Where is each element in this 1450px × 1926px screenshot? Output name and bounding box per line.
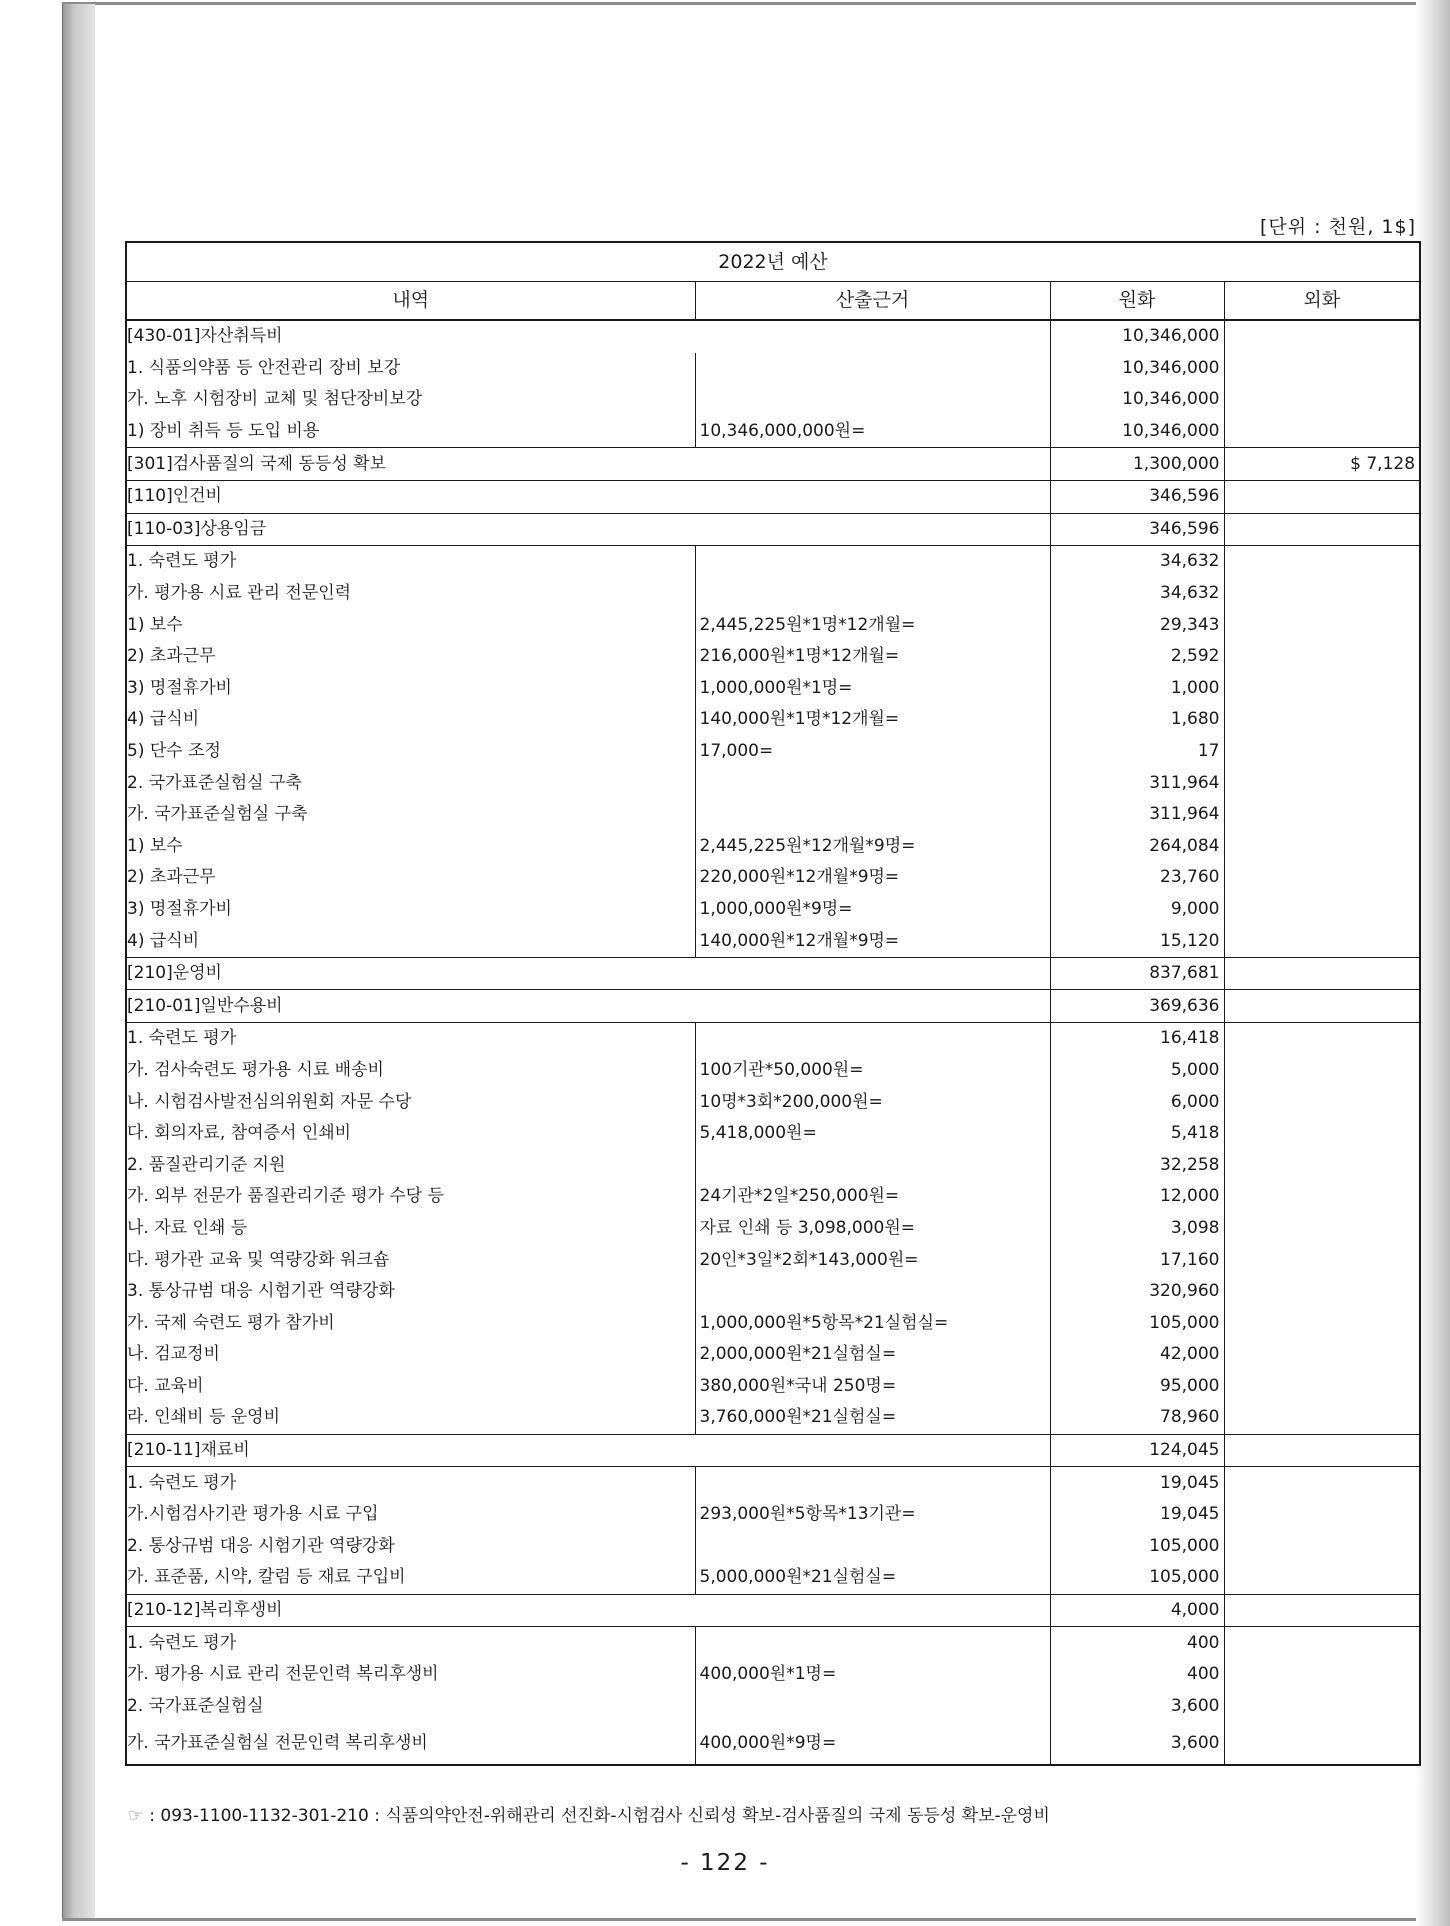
column-header-item: 내역 [126,282,695,321]
row-item: 1. 식품의약품 등 안전관리 장비 보강 [126,353,695,385]
row-fx-amount [1224,1055,1420,1087]
row-fx-amount: $ 7,128 [1224,448,1420,481]
row-item: 4) 급식비 [126,925,695,957]
row-fx-amount [1224,1627,1420,1659]
row-fx-amount [1224,416,1420,448]
row-krw-amount: 346,596 [1050,513,1224,546]
row-fx-amount [1224,1467,1420,1499]
row-item: 가. 국가표준실험실 구축 [126,799,695,831]
row-item: [210-12]복리후생비 [126,1594,1050,1627]
table-row [126,1181,1420,1213]
row-krw-amount: 10,346,000 [1050,353,1224,385]
row-item: 1. 숙련도 평가 [126,1627,695,1659]
row-krw-amount: 78,960 [1050,1402,1224,1434]
table-row [126,957,1420,990]
row-item: 2. 국가표준실험실 [126,1691,695,1723]
row-krw-amount: 320,960 [1050,1276,1224,1308]
row-basis: 140,000원*12개월*9명= [695,925,1050,957]
row-krw-amount: 1,300,000 [1050,448,1224,481]
row-krw-amount: 264,084 [1050,831,1224,863]
row-basis: 216,000원*1명*12개월= [695,641,1050,673]
row-fx-amount [1224,1213,1420,1245]
row-item: 가. 국가표준실험실 전문인력 복리후생비 [126,1722,695,1765]
row-basis: 1,000,000원*1명= [695,673,1050,705]
table-row [126,609,1420,641]
row-fx-amount [1224,1722,1420,1765]
row-basis [695,1691,1050,1723]
row-item: 가. 외부 전문가 품질관리기준 평가 수당 등 [126,1181,695,1213]
table-row [126,1118,1420,1150]
row-fx-amount [1224,831,1420,863]
row-basis [695,767,1050,799]
row-krw-amount: 17 [1050,736,1224,768]
row-basis: 140,000원*1명*12개월= [695,704,1050,736]
row-krw-amount: 16,418 [1050,1023,1224,1055]
table-row [126,1531,1420,1563]
row-item: 가. 국제 숙련도 평가 참가비 [126,1307,695,1339]
row-fx-amount [1224,546,1420,578]
row-basis: 220,000원*12개월*9명= [695,862,1050,894]
row-basis: 400,000원*1명= [695,1659,1050,1691]
table-row [126,1627,1420,1659]
table-row [126,673,1420,705]
row-krw-amount: 34,632 [1050,578,1224,610]
table-title: 2022년 예산 [126,242,1420,282]
row-item: 라. 인쇄비 등 운영비 [126,1402,695,1434]
row-basis: 10,346,000,000원= [695,416,1050,448]
footer-note-text: : 093-1100-1132-301-210 : 식품의약안전-위해관리 선진화-시험검사 신뢰성 확보-검사품질의 국제 동등성 확보-운영비 [149,1806,1050,1826]
row-fx-amount [1224,609,1420,641]
row-basis: 20인*3일*2회*143,000원= [695,1244,1050,1276]
column-header-krw: 원화 [1050,282,1224,321]
row-fx-amount [1224,353,1420,385]
row-krw-amount: 10,346,000 [1050,320,1224,353]
row-fx-amount [1224,894,1420,926]
row-krw-amount: 2,592 [1050,641,1224,673]
table-row [126,1244,1420,1276]
row-krw-amount: 105,000 [1050,1307,1224,1339]
row-krw-amount: 105,000 [1050,1531,1224,1563]
row-fx-amount [1224,1307,1420,1339]
table-row [126,799,1420,831]
row-basis [695,1276,1050,1308]
row-basis: 5,418,000원= [695,1118,1050,1150]
hand-pointer-icon: ☞ [128,1806,144,1826]
row-krw-amount: 400 [1050,1659,1224,1691]
row-fx-amount [1224,1659,1420,1691]
row-krw-amount: 346,596 [1050,480,1224,513]
row-item: [110]인건비 [126,480,1050,513]
row-basis: 380,000원*국내 250명= [695,1371,1050,1403]
row-fx-amount [1224,799,1420,831]
row-item: 1. 숙련도 평가 [126,1467,695,1499]
row-fx-amount [1224,641,1420,673]
table-row [126,320,1420,353]
row-basis: 293,000원*5항목*13기관= [695,1499,1050,1531]
row-fx-amount [1224,862,1420,894]
row-fx-amount [1224,1371,1420,1403]
row-item: 2) 초과근무 [126,862,695,894]
row-krw-amount: 1,000 [1050,673,1224,705]
row-item: [210-11]재료비 [126,1434,1050,1467]
row-basis [695,1467,1050,1499]
table-row [126,546,1420,578]
row-krw-amount: 34,632 [1050,546,1224,578]
table-row [126,894,1420,926]
budget-table [125,241,1421,1766]
row-item: [301]검사품질의 국제 동등성 확보 [126,448,1050,481]
row-krw-amount: 124,045 [1050,1434,1224,1467]
row-fx-amount [1224,1531,1420,1563]
table-row [126,641,1420,673]
row-fx-amount [1224,1434,1420,1467]
page-frame-right-shadow [1416,0,1450,1926]
row-krw-amount: 10,346,000 [1050,384,1224,416]
row-basis: 1,000,000원*5항목*21실험실= [695,1307,1050,1339]
table-row [126,1691,1420,1723]
row-fx-amount [1224,704,1420,736]
row-item: 1) 장비 취득 등 도입 비용 [126,416,695,448]
row-item: 나. 검교정비 [126,1339,695,1371]
row-fx-amount [1224,1499,1420,1531]
row-fx-amount [1224,1118,1420,1150]
table-row [126,1307,1420,1339]
row-item: 다. 평가관 교육 및 역량강화 워크숍 [126,1244,695,1276]
row-item: 2. 품질관리기준 지원 [126,1149,695,1181]
table-body [126,320,1420,1765]
table-row [126,704,1420,736]
row-krw-amount: 9,000 [1050,894,1224,926]
row-item: 2. 통상규범 대응 시험기관 역량강화 [126,1531,695,1563]
row-basis [695,1627,1050,1659]
table-row [126,578,1420,610]
table-row [126,862,1420,894]
row-fx-amount [1224,578,1420,610]
unit-label: [단위 : 천원, 1$] [1260,216,1416,238]
row-fx-amount [1224,480,1420,513]
row-krw-amount: 1,680 [1050,704,1224,736]
row-fx-amount [1224,736,1420,768]
row-krw-amount: 5,000 [1050,1055,1224,1087]
row-item: 1. 숙련도 평가 [126,1023,695,1055]
row-fx-amount [1224,1562,1420,1594]
row-basis [695,1149,1050,1181]
table-row [126,1339,1420,1371]
column-header-basis: 산출근거 [695,282,1050,321]
row-krw-amount: 105,000 [1050,1562,1224,1594]
row-item: 다. 교육비 [126,1371,695,1403]
row-item: 나. 시험검사발전심의위원회 자문 수당 [126,1086,695,1118]
row-basis [695,1023,1050,1055]
row-item: 3) 명절휴가비 [126,894,695,926]
row-item: 가. 검사숙련도 평가용 시료 배송비 [126,1055,695,1087]
row-item: 2. 국가표준실험실 구축 [126,767,695,799]
table-row [126,1722,1420,1765]
row-fx-amount [1224,1276,1420,1308]
row-item: 가. 노후 시험장비 교체 및 첨단장비보강 [126,384,695,416]
row-fx-amount [1224,1086,1420,1118]
table-row [126,353,1420,385]
row-krw-amount: 12,000 [1050,1181,1224,1213]
row-basis: 자료 인쇄 등 3,098,000원= [695,1213,1050,1245]
row-item: 1. 숙련도 평가 [126,546,695,578]
row-basis [695,1531,1050,1563]
row-krw-amount: 95,000 [1050,1371,1224,1403]
page-frame-bottom [62,1918,1422,1921]
page-frame-top [62,2,1422,5]
row-basis: 2,445,225원*1명*12개월= [695,609,1050,641]
table-row [126,1467,1420,1499]
table-row [126,384,1420,416]
table-row [126,925,1420,957]
row-basis: 1,000,000원*9명= [695,894,1050,926]
column-header-fx: 외화 [1224,282,1420,321]
table-row [126,1149,1420,1181]
row-krw-amount: 4,000 [1050,1594,1224,1627]
table-row [126,1659,1420,1691]
row-fx-amount [1224,1594,1420,1627]
row-item: 4) 급식비 [126,704,695,736]
row-item: 5) 단수 조정 [126,736,695,768]
footer-note [128,1801,1050,1826]
row-item: [110-03]상용임금 [126,513,1050,546]
row-krw-amount: 311,964 [1050,799,1224,831]
row-fx-amount [1224,1339,1420,1371]
row-fx-amount [1224,320,1420,353]
row-item: 다. 회의자료, 참여증서 인쇄비 [126,1118,695,1150]
row-fx-amount [1224,990,1420,1023]
row-basis: 2,445,225원*12개월*9명= [695,831,1050,863]
row-item: 나. 자료 인쇄 등 [126,1213,695,1245]
row-item: 가. 표준품, 시약, 칼럼 등 재료 구입비 [126,1562,695,1594]
table-row [126,1213,1420,1245]
row-item: [210]운영비 [126,957,1050,990]
row-basis [695,578,1050,610]
row-fx-amount [1224,1023,1420,1055]
table-row [126,1023,1420,1055]
table-row [126,416,1420,448]
row-basis: 3,760,000원*21실험실= [695,1402,1050,1434]
row-krw-amount: 10,346,000 [1050,416,1224,448]
row-item: 1) 보수 [126,609,695,641]
row-krw-amount: 369,636 [1050,990,1224,1023]
row-krw-amount: 837,681 [1050,957,1224,990]
row-fx-amount [1224,673,1420,705]
table-row [126,1055,1420,1087]
row-item: 3. 통상규범 대응 시험기관 역량강화 [126,1276,695,1308]
row-basis: 5,000,000원*21실험실= [695,1562,1050,1594]
table-row [126,831,1420,863]
row-basis [695,384,1050,416]
row-item: 2) 초과근무 [126,641,695,673]
row-fx-amount [1224,1181,1420,1213]
row-basis: 400,000원*9명= [695,1722,1050,1765]
page-frame-left-edge [62,4,95,1920]
row-fx-amount [1224,1149,1420,1181]
row-krw-amount: 19,045 [1050,1467,1224,1499]
row-krw-amount: 3,600 [1050,1691,1224,1723]
row-item: 가. 평가용 시료 관리 전문인력 복리후생비 [126,1659,695,1691]
row-krw-amount: 19,045 [1050,1499,1224,1531]
table-row [126,448,1420,481]
row-fx-amount [1224,925,1420,957]
row-item: 1) 보수 [126,831,695,863]
table-row [126,513,1420,546]
row-item: [210-01]일반수용비 [126,990,1050,1023]
row-item: 가.시험검사기관 평가용 시료 구입 [126,1499,695,1531]
row-item: [430-01]자산취득비 [126,320,1050,353]
table-row [126,736,1420,768]
table-row [126,480,1420,513]
row-fx-amount [1224,1402,1420,1434]
row-krw-amount: 32,258 [1050,1149,1224,1181]
row-krw-amount: 17,160 [1050,1244,1224,1276]
row-krw-amount: 3,098 [1050,1213,1224,1245]
row-krw-amount: 3,600 [1050,1722,1224,1765]
table-row [126,1499,1420,1531]
row-basis [695,799,1050,831]
row-basis: 100기관*50,000원= [695,1055,1050,1087]
row-item: 3) 명절휴가비 [126,673,695,705]
table-row [126,1276,1420,1308]
row-fx-amount [1224,1691,1420,1723]
row-basis: 10명*3회*200,000원= [695,1086,1050,1118]
row-basis: 17,000= [695,736,1050,768]
row-fx-amount [1224,513,1420,546]
table-row [126,1594,1420,1627]
row-krw-amount: 6,000 [1050,1086,1224,1118]
table-row [126,990,1420,1023]
table-row [126,1562,1420,1594]
row-krw-amount: 400 [1050,1627,1224,1659]
table-row [126,1086,1420,1118]
table-row [126,1371,1420,1403]
row-krw-amount: 29,343 [1050,609,1224,641]
row-basis [695,353,1050,385]
row-basis [695,546,1050,578]
row-fx-amount [1224,1244,1420,1276]
table-row [126,1402,1420,1434]
row-basis: 24기관*2일*250,000원= [695,1181,1050,1213]
row-fx-amount [1224,767,1420,799]
row-fx-amount [1224,384,1420,416]
row-basis: 2,000,000원*21실험실= [695,1339,1050,1371]
table-row [126,1434,1420,1467]
row-item: 가. 평가용 시료 관리 전문인력 [126,578,695,610]
row-fx-amount [1224,957,1420,990]
row-krw-amount: 5,418 [1050,1118,1224,1150]
row-krw-amount: 23,760 [1050,862,1224,894]
table-row [126,767,1420,799]
row-krw-amount: 42,000 [1050,1339,1224,1371]
row-krw-amount: 15,120 [1050,925,1224,957]
row-krw-amount: 311,964 [1050,767,1224,799]
page-number: - 122 - [680,1850,770,1876]
